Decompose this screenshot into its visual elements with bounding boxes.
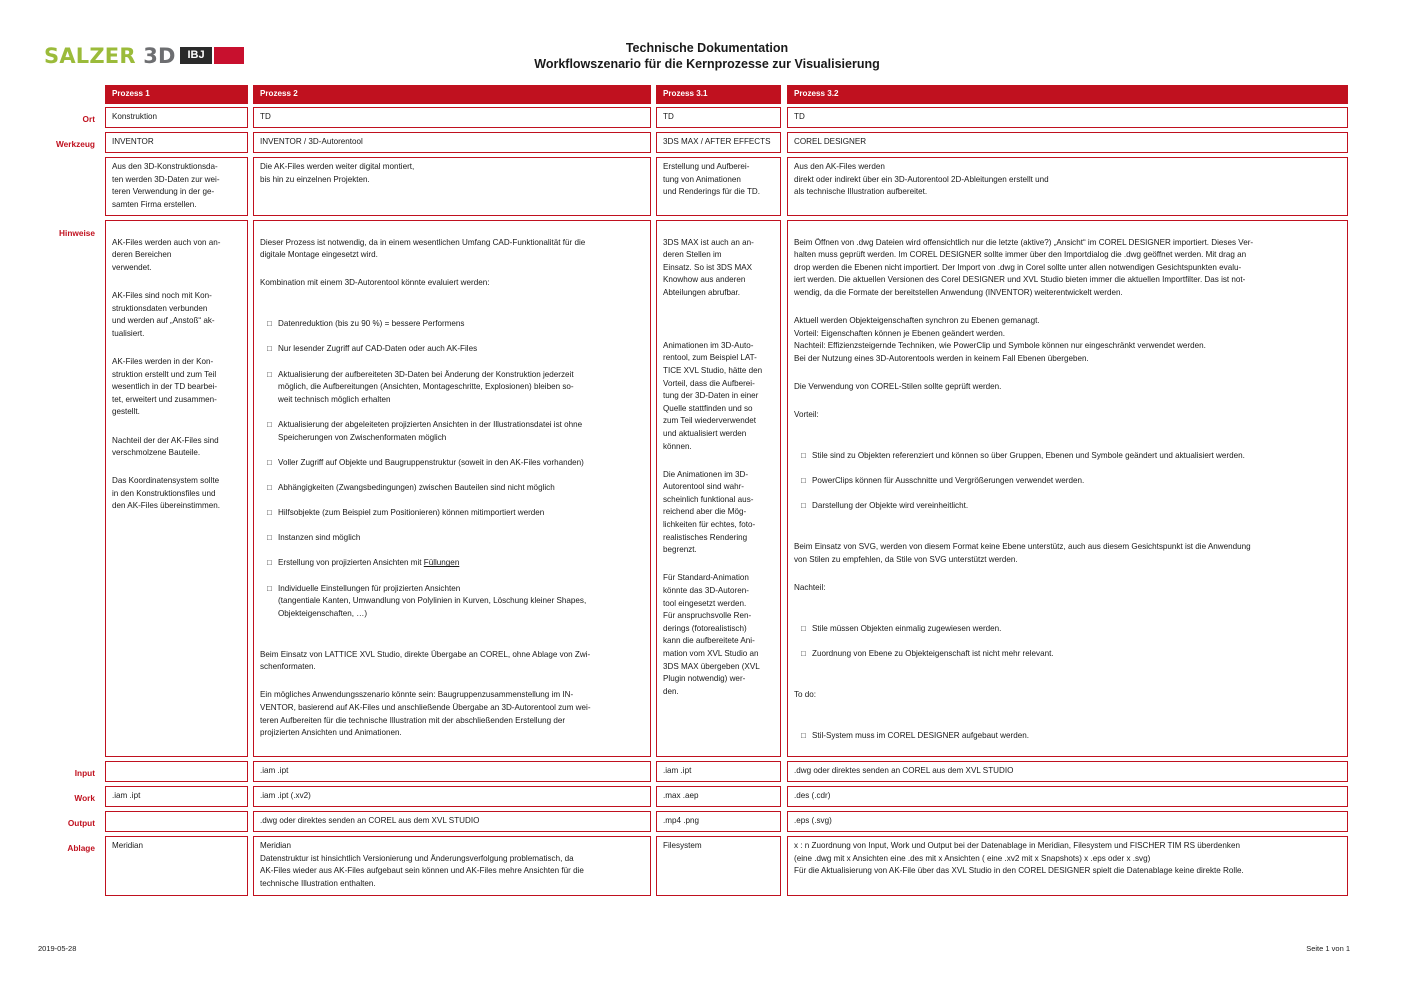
hinweis-paragraph: Aktuell werden Objekteigenschaften synchron zu Ebenen gemanagt. Vorteil: Eigenschaften können je Ebenen geändert werden. Nachteil: Effizienzsteigernde Techniken, wie PowerClip und Symbole können nur eingeschränkt verwendet werden. Bei der Nutzung eines 3D-Autorentools werden in keinem Fall Ebenen übergeben. — [794, 316, 1206, 363]
work-cell-1: .iam .ipt — [105, 786, 248, 807]
hinweis-paragraph: AK-Files sind noch mit Kon- struktionsdaten verbunden und werden auf „Anstoß“ ak- tualisiert. — [112, 290, 215, 338]
hinweis-paragraph: 3DS MAX ist auch an an- deren Stellen im Einsatz. So ist 3DS MAX Knowhow aus anderen Abteilungen abrufbar. — [663, 237, 754, 297]
list-item: □ Individuelle Einstellungen für projizierten Ansichten (tangentiale Kanten, Umwandlung von Polylinien in Kurven, Löschung kleiner Shapes, Objekteigenschaften, …) — [267, 583, 644, 621]
desc-line: bis hin zu einzelnen Projekten. — [260, 174, 370, 184]
hinweis-spacer — [663, 315, 774, 324]
hinweis-paragraph: To do: — [794, 689, 817, 699]
list-item-text: Erstellung von projizierten Ansichten mit — [278, 558, 424, 568]
ablage-cell-2: Meridian Datenstruktur ist hinsichtlich Versionierung und Änderungsverfolgung problematisch, da AK-Files wieder aus AK-Files aufgebaut sein können und AK-Files mehre Ansichten für die technische Illustration enthalten. — [253, 836, 651, 896]
row-label-hinweise: Hinweise — [59, 228, 95, 238]
header-prozess-3-1: Prozess 3.1 — [656, 85, 781, 104]
hinweis-paragraph: Nachteil: — [794, 583, 826, 593]
output-cell-3-1: .mp4 .png — [656, 811, 781, 832]
ablage-cell-3-1: Filesystem — [656, 836, 781, 896]
output-cell-3-2: .eps (.svg) — [787, 811, 1348, 832]
row-label-work: Work — [74, 793, 95, 803]
werkzeug-cell-3-1: 3DS MAX / AFTER EFFECTS — [656, 132, 781, 153]
page-title — [0, 40, 1414, 72]
hinweis-paragraph: Animationen im 3D-Auto- rentool, zum Beispiel LAT- TICE XVL Studio, hätte den Vorteil, dass die Aufberei- tung der 3D-Daten in einer Quelle stattfinden und so zum Teil wiederverwendet und aktualisiert werden können. — [663, 340, 763, 451]
list-item: □ Datenreduktion (bis zu 90 %) = bessere Performens — [267, 318, 644, 331]
desc-cell-3-1 — [656, 157, 781, 216]
hinweis-paragraph: Die Animationen im 3D- Autorentool sind wahr- scheinlich funktional aus- reichend aber die Mög- lichkeiten für echtes, foto- realistisches Rendering begrenzt. — [663, 469, 756, 555]
footer-page-number — [1306, 944, 1350, 953]
ort-cell-1: Konstruktion — [105, 107, 248, 128]
desc-cell-2 — [253, 157, 651, 216]
list-item: □ Zuordnung von Ebene zu Objekteigenschaft ist nicht mehr relevant. — [801, 648, 1341, 661]
header-prozess-1: Prozess 1 — [105, 85, 248, 104]
page-total: von 1 — [1329, 944, 1350, 953]
ort-cell-3-2: TD — [787, 107, 1348, 128]
salzer-logo-text: SALZER — [44, 44, 136, 68]
werkzeug-cell-1: INVENTOR — [105, 132, 248, 153]
hinweise-cell-2 — [253, 220, 651, 757]
work-cell-3-1: .max .aep — [656, 786, 781, 807]
nachteil-list — [794, 610, 1341, 673]
list-item: □ Hilfsobjekte (zum Beispiel zum Positionieren) können mitimportiert werden — [267, 507, 644, 520]
desc-line: Die AK-Files werden weiter digital montiert, — [260, 162, 415, 171]
header-prozess-2: Prozess 2 — [253, 85, 651, 104]
title-line-2: Workflowszenario für die Kernprozesse zur Visualisierung — [534, 57, 880, 71]
hinweise-cell-1 — [105, 220, 248, 757]
footer-date: 2019-05-28 — [38, 944, 77, 953]
todo-list — [794, 717, 1341, 757]
ort-cell-3-1: TD — [656, 107, 781, 128]
desc-line: und Renderings für die TD. — [663, 187, 761, 197]
list-item: □ Aktualisierung der abgeleiteten projizierten Ansichten in der Illustrationsdatei ist ohne Speicherungen von Zwischenformaten möglich — [267, 419, 644, 444]
hinweis-paragraph: Vorteil: — [794, 410, 819, 420]
page-current: 1 — [1325, 944, 1330, 953]
header-prozess-3-2: Prozess 3.2 — [787, 85, 1348, 104]
salzer-logo-3d: 3D — [135, 44, 176, 68]
hinweise-cell-3-2 — [787, 220, 1348, 757]
hinweis-paragraph: Kombination mit einem 3D-Autorentool könnte evaluiert werden: — [260, 278, 490, 288]
werkzeug-cell-2: INVENTOR / 3D-Autorentool — [253, 132, 651, 153]
output-cell-2: .dwg oder direktes senden an COREL aus dem XVL STUDIO — [253, 811, 651, 832]
desc-line: teren Verwendung in der ge- — [112, 187, 215, 197]
vorteil-list — [794, 438, 1341, 526]
hinweis-paragraph: Beim Öffnen von .dwg Dateien wird offensichtlich nur die letzte (aktive?) „Ansicht“ im COREL DESIGNER importiert. Dieses Ver- halten muss geprüft werden. Im COREL DESIGNER sollte immer über den Importdialog die .dwg geöffnet werden. Mit drag an drop werden die Ebenen nicht importiert. Der Import von .dwg in Corel sollte unter allen notwendigen Gesichtspunkten evalu- iert werden. Die aktuellen Versionen des Corel DESIGNER und XVL Studio bieten immer die aktuellen Importfilter. Das ist not- wendig, da die Formate der bereitstellen Anwendung (INVENTOR) weiterentwickelt werden. — [794, 237, 1254, 297]
desc-cell-3-2 — [787, 157, 1348, 216]
desc-line: Aus den 3D-Konstruktionsda- — [112, 162, 218, 171]
hinweis-paragraph: Dieser Prozess ist notwendig, da in einem wesentlichen Umfang CAD-Funktionalität für die digitale Montage eingesetzt wird. — [260, 237, 586, 260]
desc-line: ten werden 3D-Daten zur wei- — [112, 174, 220, 184]
hinweis-paragraph: Das Koordinatensystem sollte in den Konstruktionsfiles und den AK-Files übereinstimmen. — [112, 476, 220, 511]
hinweis-paragraph: Die Verwendung von COREL-Stilen sollte geprüft werden. — [794, 382, 1002, 392]
hinweis-paragraph — [260, 755, 644, 757]
desc-line: Aus den AK-Files werden — [794, 162, 885, 171]
hinweis-paragraph: Beim Einsatz von LATTICE XVL Studio, direkte Übergabe an COREL, ohne Ablage von Zwi- schenformaten. — [260, 649, 591, 672]
input-cell-1 — [105, 761, 248, 782]
work-cell-2: .iam .ipt (.xv2) — [253, 786, 651, 807]
list-item: □ Stile sind zu Objekten referenziert und können so über Gruppen, Ebenen und Symbole geändert und aktualisiert werden. — [801, 450, 1341, 463]
list-item: □ Darstellung der Objekte wird vereinheitlicht. — [801, 500, 1341, 513]
hinweis-paragraph: AK-Files werden auch von an- deren Bereichen verwendet. — [112, 237, 221, 272]
list-item: □ Stil-System muss im COREL DESIGNER aufgebaut werden. — [801, 730, 1341, 743]
desc-line: samten Firma erstellen. — [112, 199, 197, 209]
desc-cell-1 — [105, 157, 248, 216]
hinweise-cell-3-1 — [656, 220, 781, 757]
fuellungen-link[interactable]: Füllungen — [423, 558, 460, 568]
ablage-cell-3-2: x : n Zuordnung von Input, Work und Output bei der Datenablage in Meridian, Filesystem und FISCHER TIM RS überdenken (eine .dwg mit x Ansichten eine .des mit x Ansichten ( eine .xv2 mit x Snapshots) x .eps oder x .svg) Für die Aktualisierung von AK-File über das XVL Studio in den COREL DESIGNER spielt die Datenablage keine direkte Rolle. — [787, 836, 1348, 896]
desc-line: als technische Illustration aufbereitet. — [794, 187, 928, 197]
hinweis-paragraph: Für Standard-Animation könnte das 3D-Autoren- tool eingesetzt werden. Für anspruchsvolle Ren- derings (fotorealistisch) kann die aufbereitete Ani- mation vom XVL Studio an 3DS MAX übergeben (XVL Plugin notwendig) wer- den. — [663, 573, 760, 696]
list-item — [801, 755, 1341, 757]
ibj-logo-text: IBJ — [180, 47, 212, 64]
row-label-ort: Ort — [82, 114, 95, 124]
list-item: □ Voller Zugriff auf Objekte und Baugruppenstruktur (soweit in den AK-Files vorhanden) — [267, 457, 644, 470]
list-item — [267, 557, 644, 570]
row-label-ablage: Ablage — [67, 843, 95, 853]
title-line-1: Technische Dokumentation — [625, 41, 789, 55]
ablage-cell-1: Meridian — [105, 836, 248, 896]
desc-line: Erstellung und Aufberei- — [663, 162, 750, 171]
kombi-list — [260, 306, 644, 633]
ort-cell-2: TD — [253, 107, 651, 128]
output-cell-1 — [105, 811, 248, 832]
row-label-output: Output — [67, 818, 95, 828]
hinweis-paragraph: Ein mögliches Anwendungsszenario könnte sein: Baugruppenzusammenstellung im IN- VENTOR, basierend auf AK-Files und anschließende Übergabe an 3D-Autorentool zum wei- teren Aufbereiten für die technische Illustration mit der abschließenden Erstellung der projizierten Ansichten und Animationen. — [260, 690, 591, 738]
input-cell-3-1: .iam .ipt — [656, 761, 781, 782]
hinweis-paragraph: AK-Files werden in der Kon- struktion erstellt und zum Teil wesentlich in der TD bearbei- tet, erweitert und zusammen- gestellt. — [112, 356, 218, 417]
row-label-werkzeug: Werkzeug — [55, 139, 95, 149]
hinweis-paragraph: Beim Einsatz von SVG, werden von diesem Format keine Ebene unterstütz, auch aus diesem Gesichtspunkt ist die Anwendung von Stilen zu empfehlen, da Stile von SVG unterstützt werden. — [794, 542, 1251, 564]
hinweis-paragraph: Nachteil der der AK-Files sind verschmolzene Bauteile. — [112, 435, 219, 458]
list-item: □ Abhängigkeiten (Zwangsbedingungen) zwischen Bauteilen sind nicht möglich — [267, 482, 644, 495]
desc-line: tung von Animationen — [663, 174, 741, 184]
list-item: □ Aktualisierung der aufbereiteten 3D-Daten bei Änderung der Konstruktion jederzeit möglich, die Aufbereitungen (Ansichten, Montageschritte, Explosionen) bleiben so- weit technisch möglich erhalten — [267, 369, 644, 407]
list-item: □ Stile müssen Objekten einmalig zugewiesen werden. — [801, 623, 1341, 636]
list-item: □ Nur lesender Zugriff auf CAD-Daten oder auch AK-Files — [267, 343, 644, 356]
list-item: □ Instanzen sind möglich — [267, 532, 644, 545]
work-cell-3-2: .des (.cdr) — [787, 786, 1348, 807]
row-label-input: Input — [74, 768, 95, 778]
werkzeug-cell-3-2: COREL DESIGNER — [787, 132, 1348, 153]
desc-line: direkt oder indirekt über ein 3D-Autorentool 2D-Ableitungen erstellt und — [794, 174, 1049, 184]
list-item: □ PowerClips können für Ausschnitte und Vergrößerungen verwendet werden. — [801, 475, 1341, 488]
input-cell-2: .iam .ipt — [253, 761, 651, 782]
input-cell-3-2: .dwg oder direktes senden an COREL aus dem XVL STUDIO — [787, 761, 1348, 782]
page-label: Seite — [1306, 944, 1326, 953]
